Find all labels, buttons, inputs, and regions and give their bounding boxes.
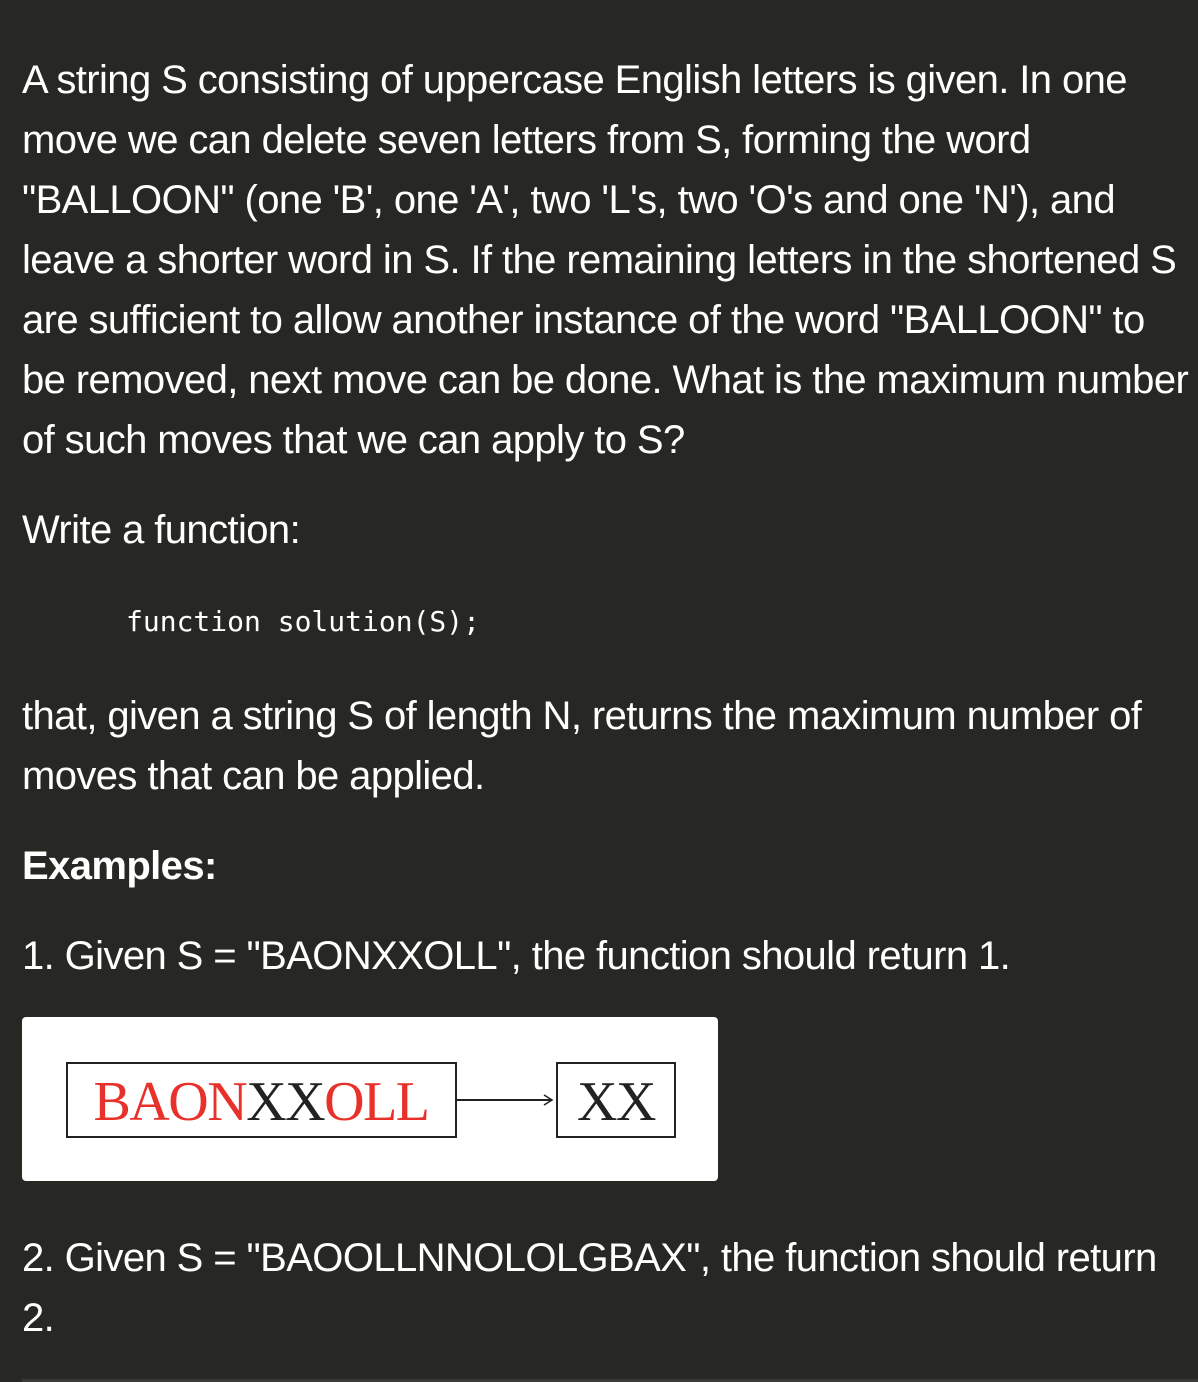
output-string: XX xyxy=(577,1071,655,1133)
input-letter-4: X xyxy=(246,1071,286,1133)
diagram-svg xyxy=(22,1017,718,1181)
examples-heading: Examples: xyxy=(22,844,217,888)
input-letter-7: L xyxy=(363,1071,396,1133)
input-letter-6: O xyxy=(324,1071,364,1133)
input-letter-3: N xyxy=(207,1071,247,1133)
problem-statement xyxy=(22,50,1198,1348)
example-2-text: 2. Given S = "BAOOLLNNOLOLGBAX", the function should return 2. xyxy=(22,1236,1157,1340)
write-function-prompt: Write a function: xyxy=(22,508,301,552)
function-signature: function solution(S); xyxy=(126,605,481,638)
input-letter-8: L xyxy=(395,1071,429,1133)
example-1-diagram xyxy=(22,1017,718,1181)
intro-paragraph: A string S consisting of uppercase English letters is given. In one move we can delete seven letters from S, forming the word "BALLOON" (one 'B', one 'A', two 'L's, two 'O's and one 'N'), and leave a shorter word in S. If the remaining letters in the shortened S are sufficient to allow another instance of the word "BALLOON" to be removed, next move can be done. What is the maximum number of such moves that we can apply to S? xyxy=(22,58,1189,462)
input-letter-5: X xyxy=(285,1071,325,1133)
description-paragraph: that, given a string S of length N, returns the maximum number of moves that can be applied. xyxy=(22,694,1142,798)
input-letter-1: A xyxy=(129,1071,169,1133)
input-string xyxy=(93,1071,428,1133)
input-letter-0: B xyxy=(93,1071,130,1133)
input-letter-2: O xyxy=(168,1071,208,1133)
example-1-text: 1. Given S = "BAONXXOLL", the function should return 1. xyxy=(22,934,1011,978)
